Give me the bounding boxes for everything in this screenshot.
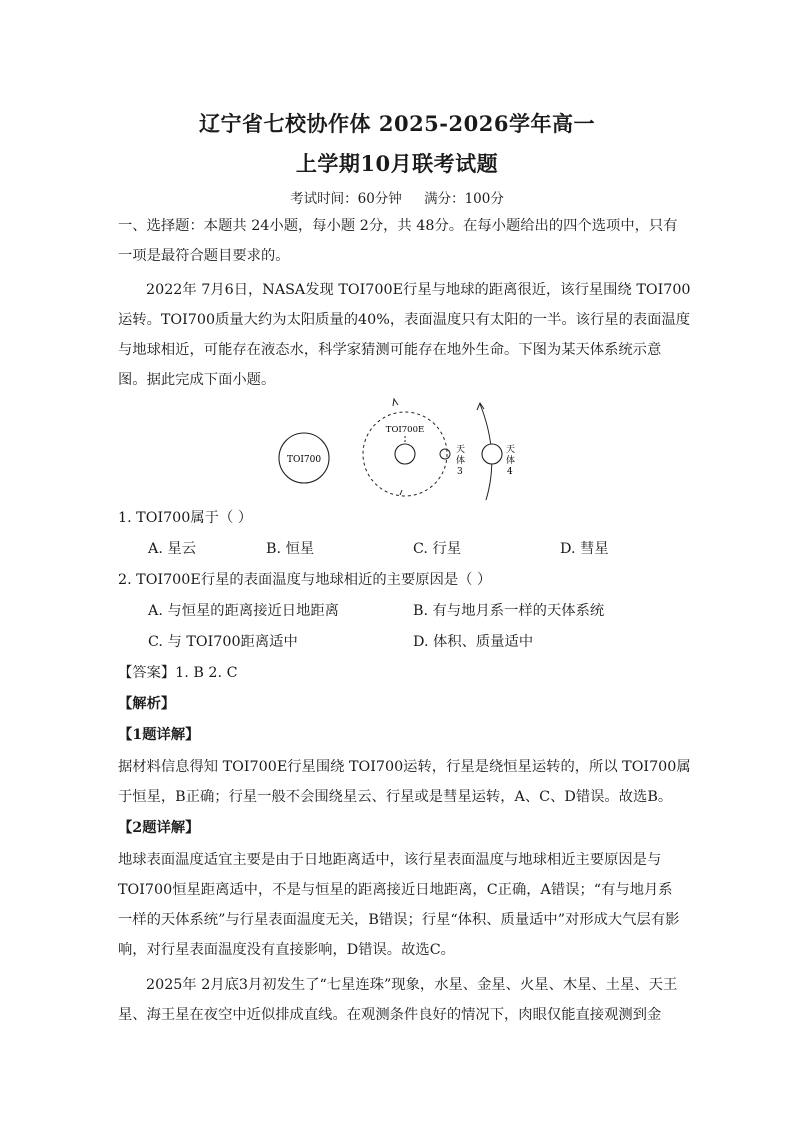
planet-label: TOI700E — [385, 425, 425, 435]
q2-stem: 2. TOI700E行星的表面温度与地球相近的主要原因是（ ） — [118, 572, 492, 588]
q1-option-c: C. 行星 — [413, 541, 462, 557]
passage1-line-1: 2022年 7月6日，NASA发现 TOI700E行星与地球的距离很近，该行星围绕 TOI700 — [146, 282, 691, 298]
q2-option-a: A. 与恒星的距离接近日地距离 — [148, 603, 339, 619]
star-label: TOI700 — [286, 455, 322, 465]
q1-detail-line-2: 于恒星，B正确；行星一般不会围绕星云、行星或是彗星运转，A、C、D错误。故选B。 — [118, 789, 673, 805]
q1-option-a: A. 星云 — [148, 541, 197, 557]
body4-label-3: 4 — [507, 467, 513, 477]
exam-time: 考试时间：60分钟 — [290, 191, 402, 207]
title-line-1: 辽宁省七校协作体 2025-2026学年高一 — [199, 111, 595, 136]
passage1-line-2: 运转。TOI700质量大约为太阳质量的40%，表面温度只有太阳的一半。该行星的表面温度 — [118, 312, 691, 328]
q1-stem: 1. TOI700属于（ ） — [118, 510, 253, 526]
orbit-arrow-bottom — [400, 490, 402, 495]
passage2-line-2: 星、海王星在夜空中近似排成直线。在观测条件良好的情况下，肉眼仅能直接观测到金 — [118, 1007, 662, 1023]
full-score: 满分：100分 — [424, 191, 504, 207]
body4-label-1: 天 — [506, 445, 516, 455]
q2-detail-line-4: 响，对行星表面温度没有直接影响，D错误。故选C。 — [118, 942, 455, 958]
q2-option-d: D. 体积、质量适中 — [413, 634, 534, 650]
q2-detail-heading: 【2题详解】 — [118, 820, 200, 836]
body4-label-2: 体 — [506, 456, 516, 466]
body3-label-3: 3 — [457, 467, 463, 477]
q2-detail-line-2: TOI700恒星距离适中，不是与恒星的距离接近日地距离，C正确，A错误；“有与地月系 — [118, 882, 673, 898]
planet-toi700e — [395, 444, 415, 464]
q1-option-d: D. 彗星 — [560, 541, 609, 557]
q1-option-b: B. 恒星 — [266, 541, 315, 557]
q2-option-b: B. 有与地月系一样的天体系统 — [413, 603, 605, 619]
orbit-arrow-top — [393, 399, 398, 406]
passage2-line-1: 2025年 2月底3月初发生了“七星连珠”现象，水星、金星、火星、木星、土星、天王 — [146, 977, 678, 993]
q2-detail-line-1: 地球表面温度适宜主要是由于日地距离适中，该行星表面温度与地球相近主要原因是与 — [118, 852, 662, 868]
body3-label-2: 体 — [456, 456, 466, 466]
exam-meta — [0, 187, 794, 207]
title-line-2: 上学期10月联考试题 — [295, 151, 499, 176]
celestial-system-figure — [268, 396, 528, 506]
answer-line: 【答案】1. B 2. C — [118, 665, 238, 681]
body-3 — [440, 449, 450, 459]
q2-option-c: C. 与 TOI700距离适中 — [148, 634, 298, 650]
passage1-line-3: 与地球相近，可能存在液态水，科学家猜测可能存在地外生命。下图为某天体系统示意 — [118, 342, 662, 358]
celestial-diagram — [268, 396, 528, 506]
q1-detail-line-1: 据材料信息得知 TOI700E行星围绕 TOI700运转，行星是绕恒星运转的，所以 TOI700属 — [118, 759, 691, 775]
section-instruction-1: 一、选择题：本题共 24小题，每小题 2分，共 48分。在每小题给出的四个选项中，只有 — [118, 218, 678, 234]
q2-detail-line-3: 一样的天体系统”与行星表面温度无关，B错误；行星“体积、质量适中”对形成大气层有影 — [118, 912, 680, 928]
q1-detail-heading: 【1题详解】 — [118, 727, 200, 743]
body-4 — [482, 444, 502, 464]
body3-label-1: 天 — [456, 445, 466, 455]
passage1-line-4: 图。据此完成下面小题。 — [118, 372, 276, 388]
analysis-heading: 【解析】 — [118, 696, 176, 712]
section-instruction-2: 一项是最符合题目要求的。 — [118, 248, 290, 264]
